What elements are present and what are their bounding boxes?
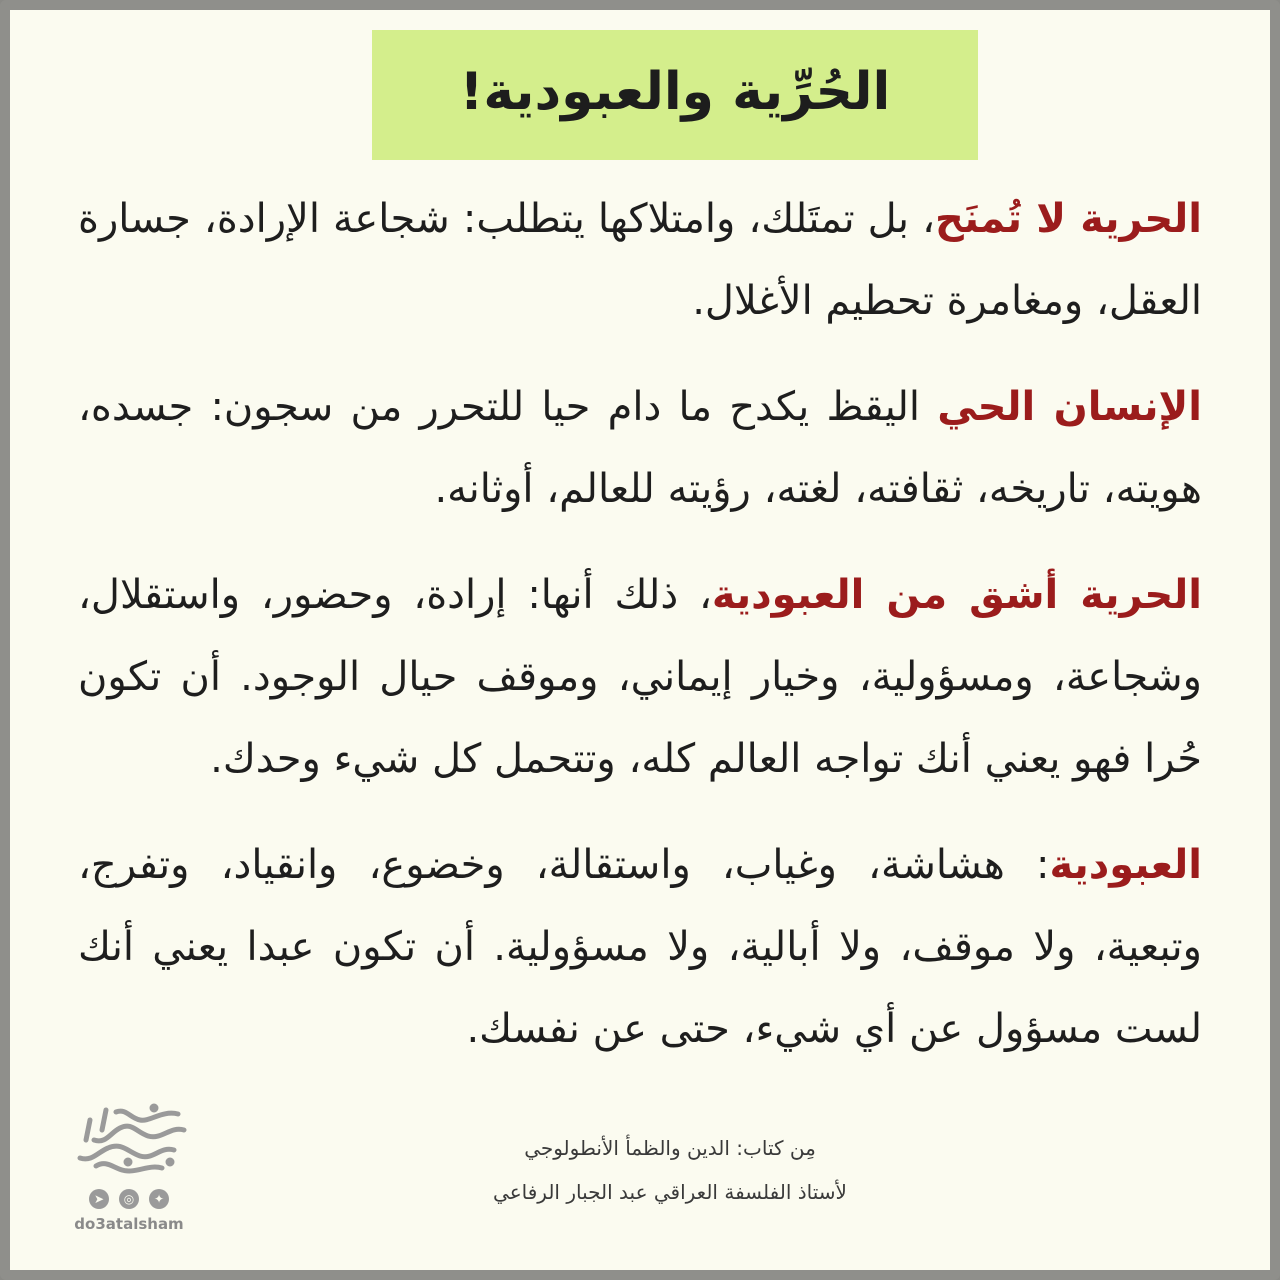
paragraph-4 xyxy=(78,824,1202,1070)
social-links xyxy=(66,1189,192,1209)
calligraphy-logo xyxy=(66,1100,192,1180)
article-body xyxy=(78,178,1202,1094)
title-banner xyxy=(372,30,978,160)
paragraph-text: ، ذلك أنها: إرادة، وحضور، واستقلال، وشجاعة، ومسؤولية، وخيار إيماني، وموقف حيال الوجود. أن تكون حُرا فهو يعني أنك تواجه العالم كله، وتتحمل كل شيء وحدك. xyxy=(78,572,1202,782)
book-source: مِن كتاب: الدين والظمأ الأنطولوجي xyxy=(524,1136,816,1160)
telegram-icon[interactable]: ➤ xyxy=(89,1189,109,1209)
paragraph-text: ، بل تمتَلك، وامتلاكها يتطلب: شجاعة الإرادة، جسارة العقل، ومغامرة تحطيم الأغلال. xyxy=(78,196,1202,324)
paragraph-2 xyxy=(78,366,1202,530)
paragraph-text: اليقظ يكدح ما دام حيا للتحرر من سجون: جسده، هويته، تاريخه، ثقافته، لغته، رؤيته للعالم، أوثانه. xyxy=(78,384,1202,512)
brand-handle: do3atalsham xyxy=(74,1215,184,1233)
brand-block xyxy=(66,1100,192,1240)
paragraph-highlight: الحرية لا تُمنَح xyxy=(935,196,1202,242)
paragraph-highlight: الحرية أشق من العبودية xyxy=(711,572,1202,618)
page-title: الحُرِّية والعبودية! xyxy=(459,62,891,122)
paragraph-highlight: العبودية xyxy=(1049,842,1202,888)
paragraph-highlight: الإنسان الحي xyxy=(937,384,1202,430)
twitter-icon[interactable]: ✦ xyxy=(149,1189,169,1209)
paragraph-3 xyxy=(78,554,1202,800)
paragraph-text: : هشاشة، وغياب، واستقالة، وخضوع، وانقياد، وتفرج، وتبعية، ولا موقف، ولا أبالية، ولا مسؤولية. أن تكون عبدا يعني أنك لست مسؤول عن أي شيء، حتى عن نفسك. xyxy=(78,842,1202,1052)
globe-icon[interactable]: ◎ xyxy=(119,1189,139,1209)
paragraph-1 xyxy=(78,178,1202,342)
book-author: لأستاذ الفلسفة العراقي عبد الجبار الرفاعي xyxy=(493,1180,847,1204)
